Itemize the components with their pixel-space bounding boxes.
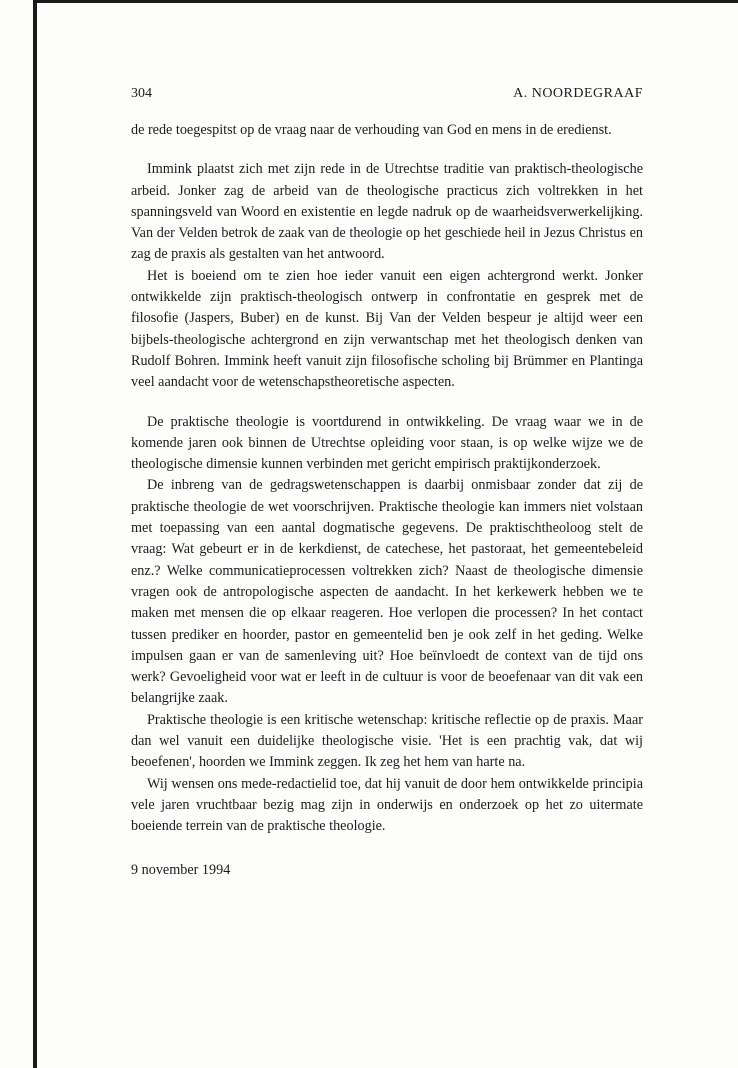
page-number: 304: [131, 86, 152, 101]
date-line: 9 november 1994: [131, 861, 231, 878]
section-gap: [131, 141, 643, 159]
paragraph-gedragswetenschappen: De inbreng van de gedragswetenschappen is daarbij onmisbaar zonder dat zij de praktische theologie de wet voorschrijven. Praktische theologie kan immers niet volstaan met toepassing van een aantal dogmatische gegevens. De praktischtheoloog stelt de vraag: Wat gebeurt er in de kerkdienst, de catechese, het pastoraat, het gemeentebeleid enz.? Welke communicatieprocessen voltrekken zich? Naast de theologische dimensie vragen ook de antropologische aspecten de aandacht. In het kerkewerk hebben we te maken met mensen die op elkaar reageren. Hoe verlopen die processen? In het contact tussen prediker en hoorder, pastor en gemeentelid ben je ook zelf in het geding. Welke impulsen gaan er van de samenleving uit? Hoe beïnvloedt de context van de tijd ons werk? Gevoeligheid voor wat er leeft in de cultuur is voor de beoefenaar van dit vak een belangrijke zaak.: [131, 477, 643, 707]
page-content: [131, 84, 643, 881]
paragraph-achtergrond: Het is boeiend om te zien hoe ieder vanuit een eigen achtergrond werkt. Jonker ontwikkelde zijn praktisch-theologisch ontwerp in confrontatie en gesprek met de filosofie (Jaspers, Buber) en de kunst. Bij Van der Velden bespeur je altijd weer een bijbels-theologische achtergrond en zijn verwantschap met het theologisch denken van Rudolf Bohren. Immink heeft vanuit zijn filosofische scholing bij Brümmer en Plantinga veel aandacht voor de wetenschapstheoretische aspecten.: [131, 267, 643, 391]
running-head-author: A. NOORDEGRAAF: [513, 86, 643, 101]
paragraph-utrechtse-traditie: Immink plaatst zich met zijn rede in de Utrechtse traditie van praktisch-theologische arbeid. Jonker zag de arbeid van de theologische practicus zich voltrekken in het spanningsveld van Woord en existentie en legde nadruk op de waarheidsverwerkelijking. Van der Velden betrok de zaak van de theologie op het geschiede heil in Jezus Christus en zag de praxis als gestalten van het antwoord.: [131, 161, 643, 263]
paragraph-kritische-wetenschap: Praktische theologie is een kritische wetenschap: kritische reflectie op de praxis. Maar dan wel vanuit een duidelijke theologische visie. 'Het is een prachtig vak, dat wij beoefenen', hoorden we Immink zeggen. Ik zeg het hem van harte na.: [131, 711, 643, 771]
scan-border-top: [36, 0, 738, 3]
paragraph-ontwikkeling: De praktische theologie is voortdurend in ontwikkeling. De vraag waar we in de komende jaren ook binnen de Utrechtse opleiding voor staan, is op welke wijze we de theologische dimensie kunnen verbinden met gericht empirisch praktijkonderzoek.: [131, 413, 643, 473]
paragraph-wensen: Wij wensen ons mede-redactielid toe, dat hij vanuit de door hem ontwikkelde principia vele jaren vruchtbaar bezig mag zijn in onderwijs en onderzoek op het zo uitermate boeiende terrein van de praktische theologie.: [131, 775, 643, 835]
scan-border-left: [33, 0, 37, 1068]
section-gap: [131, 394, 643, 412]
paragraph-continuation: de rede toegespitst op de vraag naar de verhouding van God en mens in de eredienst.: [131, 122, 612, 138]
running-header: [131, 84, 643, 104]
